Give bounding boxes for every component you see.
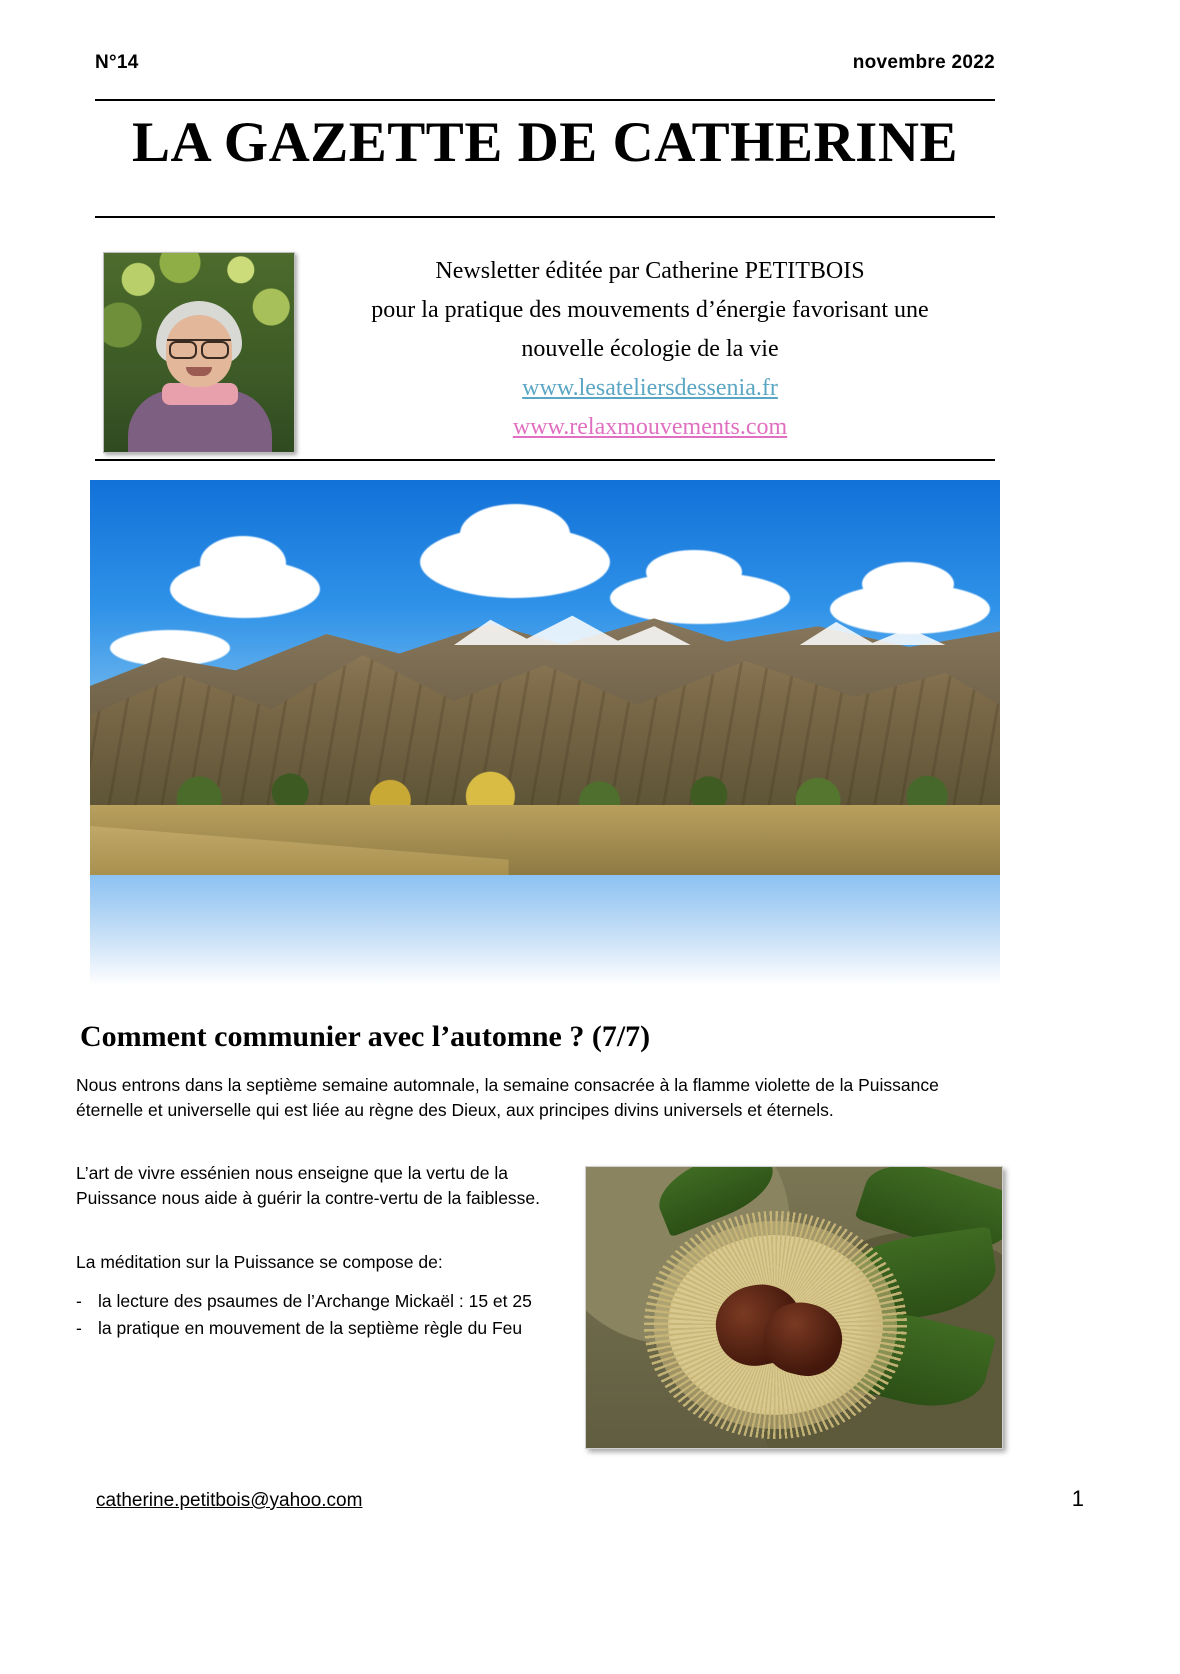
cloud [862, 562, 954, 606]
bullet-marker: - [76, 1291, 82, 1311]
article-paragraph-1: Nous entrons dans la septième semaine automnale, la semaine consacrée à la flamme violette de la Puissance éternelle et universelle qui est liée au règne des Dieux, aux principes divins universels et éternels. [76, 1075, 939, 1120]
page-header [95, 52, 995, 74]
list-item [76, 1289, 576, 1314]
intro-divider [95, 459, 995, 461]
page-number: 1 [1071, 1486, 1084, 1511]
article-paragraph-2: L’art de vivre essénien nous enseigne que la vertu de la Puissance nous aide à guérir la contre-vertu de la faiblesse. [76, 1163, 541, 1208]
mountain-landscape-photo [90, 480, 1000, 875]
reflection-fade-overlay [90, 875, 1000, 1000]
masthead-divider [95, 216, 995, 218]
contact-email[interactable]: catherine.petitbois@yahoo.com [96, 1490, 363, 1511]
bullet-text: la pratique en mouvement de la septième règle du Feu [98, 1317, 523, 1338]
issue-date: novembre 2022 [852, 52, 995, 73]
photo-reflection [90, 875, 1000, 1000]
cloud [460, 504, 570, 564]
hero-photo-block [90, 480, 1000, 1000]
header-divider [95, 99, 995, 101]
intro-line-1: Newsletter éditée par Catherine PETITBOIS [435, 258, 865, 284]
list-item [76, 1316, 576, 1341]
foreground-meadow [90, 805, 1000, 875]
article-bullet-list [76, 1289, 576, 1343]
glasses-icon [167, 339, 231, 357]
article-heading: Comment communier avec l’automne ? (7/7) [80, 1020, 651, 1053]
intro-line-3: nouvelle écologie de la vie [521, 335, 779, 362]
newsletter-intro [320, 252, 980, 446]
issue-number: N°14 [95, 52, 139, 73]
chestnut-photo [585, 1166, 1003, 1449]
intro-line-2: pour la pratique des mouvements d’énergie favorisant une [371, 296, 929, 323]
website-link-relaxmouvements[interactable]: www.relaxmouvements.com [512, 413, 788, 440]
page-title: LA GAZETTE DE CATHERINE [131, 111, 959, 174]
bullet-marker: - [76, 1317, 82, 1338]
cloud [646, 550, 742, 594]
website-link-ateliers[interactable]: www.lesateliersdessenia.fr [522, 374, 778, 401]
cloud [200, 536, 286, 590]
author-portrait-photo [103, 252, 295, 453]
bullet-text: la lecture des psaumes de l’Archange Mickaël : 15 et 25 [98, 1291, 532, 1311]
article-paragraph-3: La méditation sur la Puissance se compose de: [76, 1252, 443, 1272]
